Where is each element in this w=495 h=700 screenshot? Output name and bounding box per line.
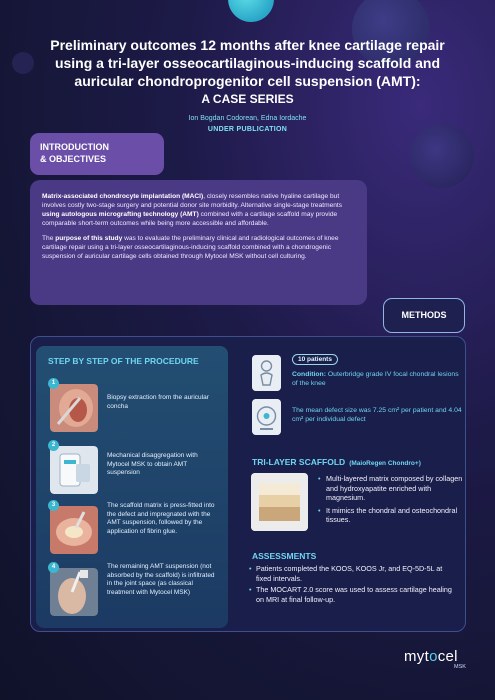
title-line: auricular chondroprogenitor cell suspension (AMT): bbox=[74, 73, 421, 89]
ear-biopsy-image bbox=[50, 384, 98, 432]
text-span: combined with a cartilage scaffold may provide comparable short-term outcomes while being more accessible and affordable. bbox=[42, 211, 338, 227]
bold-term: using autologous micrografting technology (AMT) bbox=[42, 211, 199, 218]
decorative-orb bbox=[228, 0, 274, 22]
defect-size-icon bbox=[252, 399, 281, 435]
steps-heading: STEP BY STEP OF THE PROCEDURE bbox=[48, 356, 199, 366]
step-text: Biopsy extraction from the auricular concha bbox=[107, 394, 209, 410]
mytocel-logo bbox=[404, 648, 474, 674]
assessments-heading: ASSESSMENTS bbox=[252, 551, 317, 561]
assessment-point: • Patients completed the KOOS, KOOS Jr, and EQ-5D-5L at fixed intervals. bbox=[247, 564, 459, 583]
logo-wordmark bbox=[404, 648, 474, 665]
methods-section-tab: METHODS bbox=[383, 298, 465, 333]
text-span: was to evaluate the preliminary clinical and radiological outcomes of knee cartilage repair using a tri-layer osseocartilaginous-inducing scaffold combined with a chondrogenic suspension of auricular cartilage cells obtained through Mytocel MSK without cell culturing. bbox=[42, 235, 339, 260]
intro-section-tab bbox=[30, 133, 164, 175]
condition-value: Outerbridge grade IV focal chondral lesions of the knee bbox=[292, 371, 459, 387]
condition-text bbox=[292, 370, 462, 388]
title-line: using a tri-layer osseocartilaginous-inducing scaffold and bbox=[54, 55, 441, 71]
step-text: The scaffold matrix is press-fitted into the defect and impregnated with the AMT suspension, followed by the application of fibrin glue. bbox=[107, 502, 215, 535]
mean-defect-text: The mean defect size was 7.25 cm² per patient and 4.04 cm² per individual defect bbox=[292, 407, 462, 423]
intro-paragraph bbox=[42, 234, 355, 261]
procedure-step bbox=[48, 378, 220, 434]
decorative-orb bbox=[410, 124, 474, 188]
intro-paragraph bbox=[42, 192, 355, 228]
poster-title bbox=[20, 36, 475, 90]
assessment-points bbox=[247, 564, 459, 606]
bold-term: Matrix-associated chondrocyte implantation (MACI) bbox=[42, 193, 204, 200]
condition-label: Condition: bbox=[292, 371, 326, 378]
device-image bbox=[50, 446, 98, 494]
logo-part: o bbox=[429, 648, 438, 665]
intro-tab-label: INTRODUCTION bbox=[40, 142, 109, 152]
knee-injection-image bbox=[50, 568, 98, 616]
step-text: Mechanical disaggregation with Mytocel MSK to obtain AMT suspension bbox=[107, 452, 198, 477]
scaffold-heading-text: TRI-LAYER SCAFFOLD bbox=[252, 457, 346, 467]
scaffold-layers-image bbox=[251, 473, 308, 531]
scaffold-point: • Multi-layered matrix composed by collagen and hydroxyapatite enriched with magnesium. bbox=[318, 474, 463, 503]
poster-subtitle: A CASE SERIES bbox=[201, 92, 294, 106]
scaffold-brand: (MaioRegen Chondro+) bbox=[349, 460, 421, 467]
procedure-step bbox=[48, 562, 220, 618]
title-line: Preliminary outcomes 12 months after knee cartilage repair bbox=[50, 37, 445, 53]
intro-text-box bbox=[30, 180, 367, 305]
step-number-badge: 4 bbox=[48, 562, 59, 573]
patient-icon bbox=[252, 355, 281, 391]
logo-sub: MSK bbox=[454, 664, 466, 670]
scaffold-point: • It mimics the chondral and osteochondral tissues. bbox=[318, 506, 463, 525]
step-number-badge: 3 bbox=[48, 500, 59, 511]
logo-part: myt bbox=[404, 648, 430, 665]
publication-status: UNDER PUBLICATION bbox=[207, 126, 288, 133]
procedure-step bbox=[48, 440, 220, 496]
scaffold-points bbox=[318, 474, 463, 528]
patients-count-pill: 10 patients bbox=[292, 354, 338, 365]
intro-tab-label: & OBJECTIVES bbox=[40, 154, 107, 164]
procedure-step bbox=[48, 500, 220, 556]
text-span: The bbox=[42, 235, 56, 242]
bold-term: purpose of this study bbox=[55, 235, 123, 242]
step-text: The remaining AMT suspension (not absorbed by the scaffold) is infiltrated in the joint space (as classical treatment with Mytocel MSK) bbox=[107, 563, 215, 596]
text-span: , closely resembles native hyaline cartilage but involves costly two-stage surgery and potential donor site morbidity. Alternative single-stage treatments bbox=[42, 193, 343, 209]
scaffold-implant-image bbox=[50, 506, 98, 554]
authors: Ion Bogdan Codorean, Edna Iordache bbox=[188, 115, 307, 122]
step-number-badge: 2 bbox=[48, 440, 59, 451]
step-number-badge: 1 bbox=[48, 378, 59, 389]
assessment-point: • The MOCART 2.0 score was used to assess cartilage healing on MRI at final follow-up. bbox=[247, 585, 459, 604]
logo-part: cel bbox=[437, 648, 458, 665]
scaffold-heading bbox=[252, 457, 421, 467]
